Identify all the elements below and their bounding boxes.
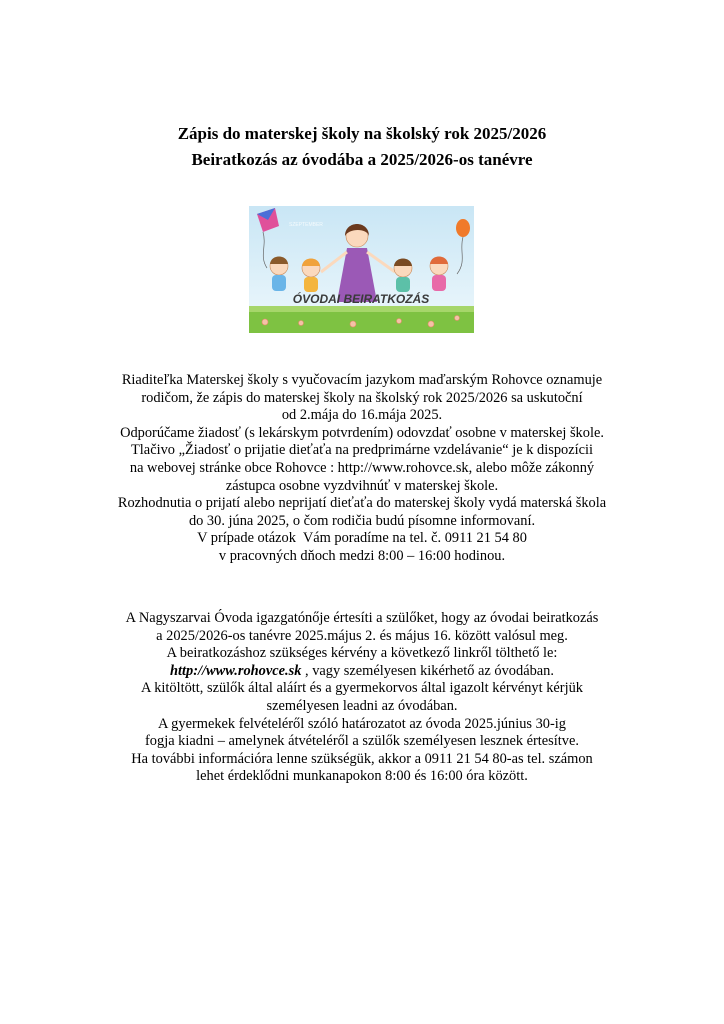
hungarian-notice-line: fogja kiadni – amelynek átvételéről a szülők személyesen lesznek értesítve. — [145, 733, 579, 750]
hungarian-notice-line: lehet érdeklődni munkanapokon 8:00 és 16:00 óra között. — [196, 768, 528, 785]
hungarian-notice-line: A kitöltött, szülők által aláírt és a gyermekorvos által igazolt kérvényt kérjük — [141, 680, 583, 697]
slovak-notice-line: do 30. júna 2025, o čom rodičia budú písomne informovaní. — [188, 512, 536, 529]
slovak-notice-line: Odporúčame žiadosť (s lekárskym potvrdením) odovzdať osobne v materskej škole. — [120, 424, 604, 441]
page-title-slovak: Zápis do materskej školy na školský rok 2025/2026 — [177, 124, 547, 143]
hungarian-notice-line-rest: , vagy személyesen kikérhető az óvodában. — [301, 662, 554, 679]
banner-text: ÓVODAI BEIRATKOZÁS — [292, 292, 430, 306]
hungarian-notice-line: A Nagyszarvai Óvoda igazgatónője értesíti a szülőket, hogy az óvodai beiratkozás — [125, 610, 599, 626]
slovak-notice-line: Rozhodnutia o prijatí alebo neprijatí dieťaťa do materskej školy vydá materská škola — [117, 495, 607, 512]
slovak-notice-line: rodičom, že zápis do materskej školy na školský rok 2025/2026 sa uskutoční — [141, 389, 583, 406]
slovak-notice-line: Riaditeľka Materskej školy s vyučovacím jazykom maďarským Rohovce oznamuje — [121, 372, 603, 388]
hungarian-notice-link-line — [0, 663, 724, 681]
hungarian-notice-line: a 2025/2026-os tanévre 2025.május 2. és május 16. között valósul meg. — [156, 627, 568, 644]
slovak-notice-line: V prípade otázok Vám poradíme na tel. č. 0911 21 54 80 — [197, 530, 527, 547]
slovak-notice-line: na webovej stránke obce Rohovce : http://www.rohovce.sk, alebo môže zákonný — [129, 459, 595, 476]
hungarian-notice-line: A gyermekek felvételéről szóló határozatot az óvoda 2025.június 30-ig — [157, 715, 566, 732]
hungarian-notice-line: személyesen leadni az óvodában. — [266, 697, 458, 714]
slovak-notice-line: od 2.mája do 16.mája 2025. — [281, 407, 443, 424]
rohovce-website-link[interactable]: http://www.rohovce.sk — [170, 662, 302, 679]
slovak-notice-line: zástupca osobne vyzdvihnúť v materskej škole. — [225, 477, 499, 494]
page-title-hungarian: Beiratkozás az óvodába a 2025/2026-os tanévre — [191, 150, 533, 169]
slovak-notice-line: v pracovných dňoch medzi 8:00 – 16:00 hodinou. — [218, 547, 506, 564]
hungarian-notice-line: Ha további információra lenne szükségük, akkor a 0911 21 54 80-as tel. számon — [131, 750, 593, 767]
hungarian-notice — [0, 610, 724, 786]
slovak-notice-line: Tlačivo „Žiadosť o prijatie dieťaťa na predprimárne vzdelávanie“ je k dispozícii — [131, 442, 593, 459]
kindergarten-enrollment-illustration — [249, 206, 474, 333]
slovak-notice — [0, 372, 724, 566]
banner-small-text: SZEPTEMBER — [289, 222, 323, 228]
hungarian-notice-line: A beiratkozáshoz szükséges kérvény a következő linkről tölthető le: — [166, 645, 558, 662]
